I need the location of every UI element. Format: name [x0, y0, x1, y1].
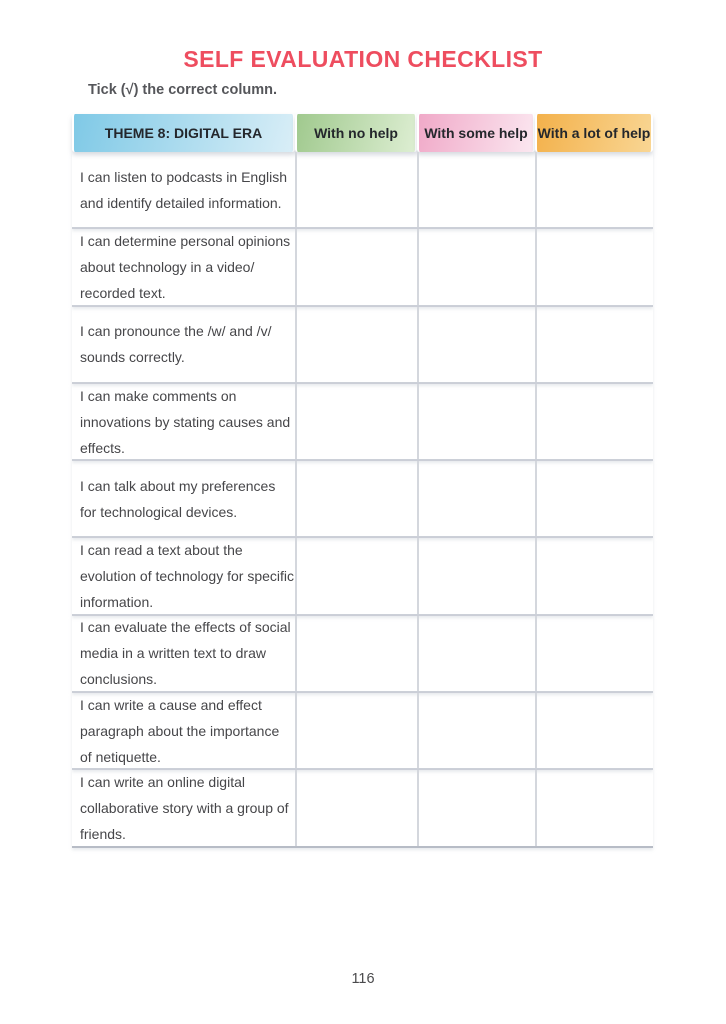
tick-cell-a-lot-of-help[interactable] [535, 538, 653, 613]
table-header [72, 114, 653, 152]
tick-cell-a-lot-of-help[interactable] [535, 693, 653, 768]
table-row [72, 307, 653, 384]
tick-cell-no-help[interactable] [295, 152, 417, 227]
statement-cell [72, 307, 295, 382]
column-header-some-help-label: With some help [424, 125, 528, 141]
statement-cell [72, 770, 295, 845]
tick-cell-no-help[interactable] [295, 307, 417, 382]
page-number: 116 [351, 971, 375, 987]
tick-cell-a-lot-of-help[interactable] [535, 229, 653, 304]
tick-cell-no-help[interactable] [295, 616, 417, 691]
statement-text: I can make comments on innovations by stating causes and effects. [80, 387, 291, 456]
statement-cell [72, 229, 295, 304]
column-header-no-help [295, 114, 417, 152]
table-row [72, 538, 653, 615]
column-header-some-help [417, 114, 535, 152]
tick-cell-no-help[interactable] [295, 770, 417, 845]
column-header-no-help-label: With no help [314, 125, 398, 141]
statement-text: I can talk about my preferences for technological devices. [80, 477, 276, 520]
column-header-a-lot-of-help-label: With a lot of help [537, 125, 651, 141]
self-evaluation-table [72, 114, 653, 848]
page-title: SELF EVALUATION CHECKLIST [183, 46, 543, 72]
tick-cell-some-help[interactable] [417, 152, 535, 227]
table-row [72, 693, 653, 770]
tick-cell-no-help[interactable] [295, 538, 417, 613]
statement-cell [72, 616, 295, 691]
statement-text: I can write an online digital collaborative story with a group of friends. [80, 774, 289, 843]
statement-cell [72, 693, 295, 768]
statement-text: I can read a text about the evolution of technology for specific information. [80, 542, 295, 611]
tick-cell-no-help[interactable] [295, 229, 417, 304]
column-header-a-lot-of-help [535, 114, 653, 152]
tick-cell-some-help[interactable] [417, 461, 535, 536]
theme-header-label: THEME 8: DIGITAL ERA [104, 125, 263, 141]
table-body [72, 152, 653, 848]
statement-text: I can pronounce the /w/ and /v/ sounds correctly. [80, 323, 272, 366]
tick-cell-a-lot-of-help[interactable] [535, 307, 653, 382]
tick-cell-no-help[interactable] [295, 693, 417, 768]
table-row [72, 770, 653, 847]
tick-cell-no-help[interactable] [295, 384, 417, 459]
instruction-text: Tick (√) the correct column. [88, 82, 277, 98]
tick-cell-a-lot-of-help[interactable] [535, 616, 653, 691]
statement-cell [72, 461, 295, 536]
statement-cell [72, 538, 295, 613]
tick-cell-a-lot-of-help[interactable] [535, 152, 653, 227]
tick-cell-some-help[interactable] [417, 693, 535, 768]
table-row [72, 229, 653, 306]
table-row [72, 616, 653, 693]
tick-cell-some-help[interactable] [417, 616, 535, 691]
tick-cell-some-help[interactable] [417, 229, 535, 304]
statement-text: I can write a cause and effect paragraph about the importance of netiquette. [80, 696, 280, 765]
tick-cell-a-lot-of-help[interactable] [535, 461, 653, 536]
tick-cell-a-lot-of-help[interactable] [535, 770, 653, 845]
statement-text: I can evaluate the effects of social media in a written text to draw conclusions. [80, 619, 291, 688]
table-row [72, 461, 653, 538]
tick-cell-no-help[interactable] [295, 461, 417, 536]
tick-cell-some-help[interactable] [417, 538, 535, 613]
statement-text: I can determine personal opinions about technology in a video/ recorded text. [80, 232, 291, 301]
table-row [72, 152, 653, 229]
statement-cell [72, 152, 295, 227]
table-row [72, 384, 653, 461]
tick-cell-a-lot-of-help[interactable] [535, 384, 653, 459]
statement-cell [72, 384, 295, 459]
tick-cell-some-help[interactable] [417, 770, 535, 845]
tick-cell-some-help[interactable] [417, 307, 535, 382]
theme-header-cell [72, 114, 295, 152]
tick-cell-some-help[interactable] [417, 384, 535, 459]
statement-text: I can listen to podcasts in English and identify detailed information. [80, 168, 288, 211]
